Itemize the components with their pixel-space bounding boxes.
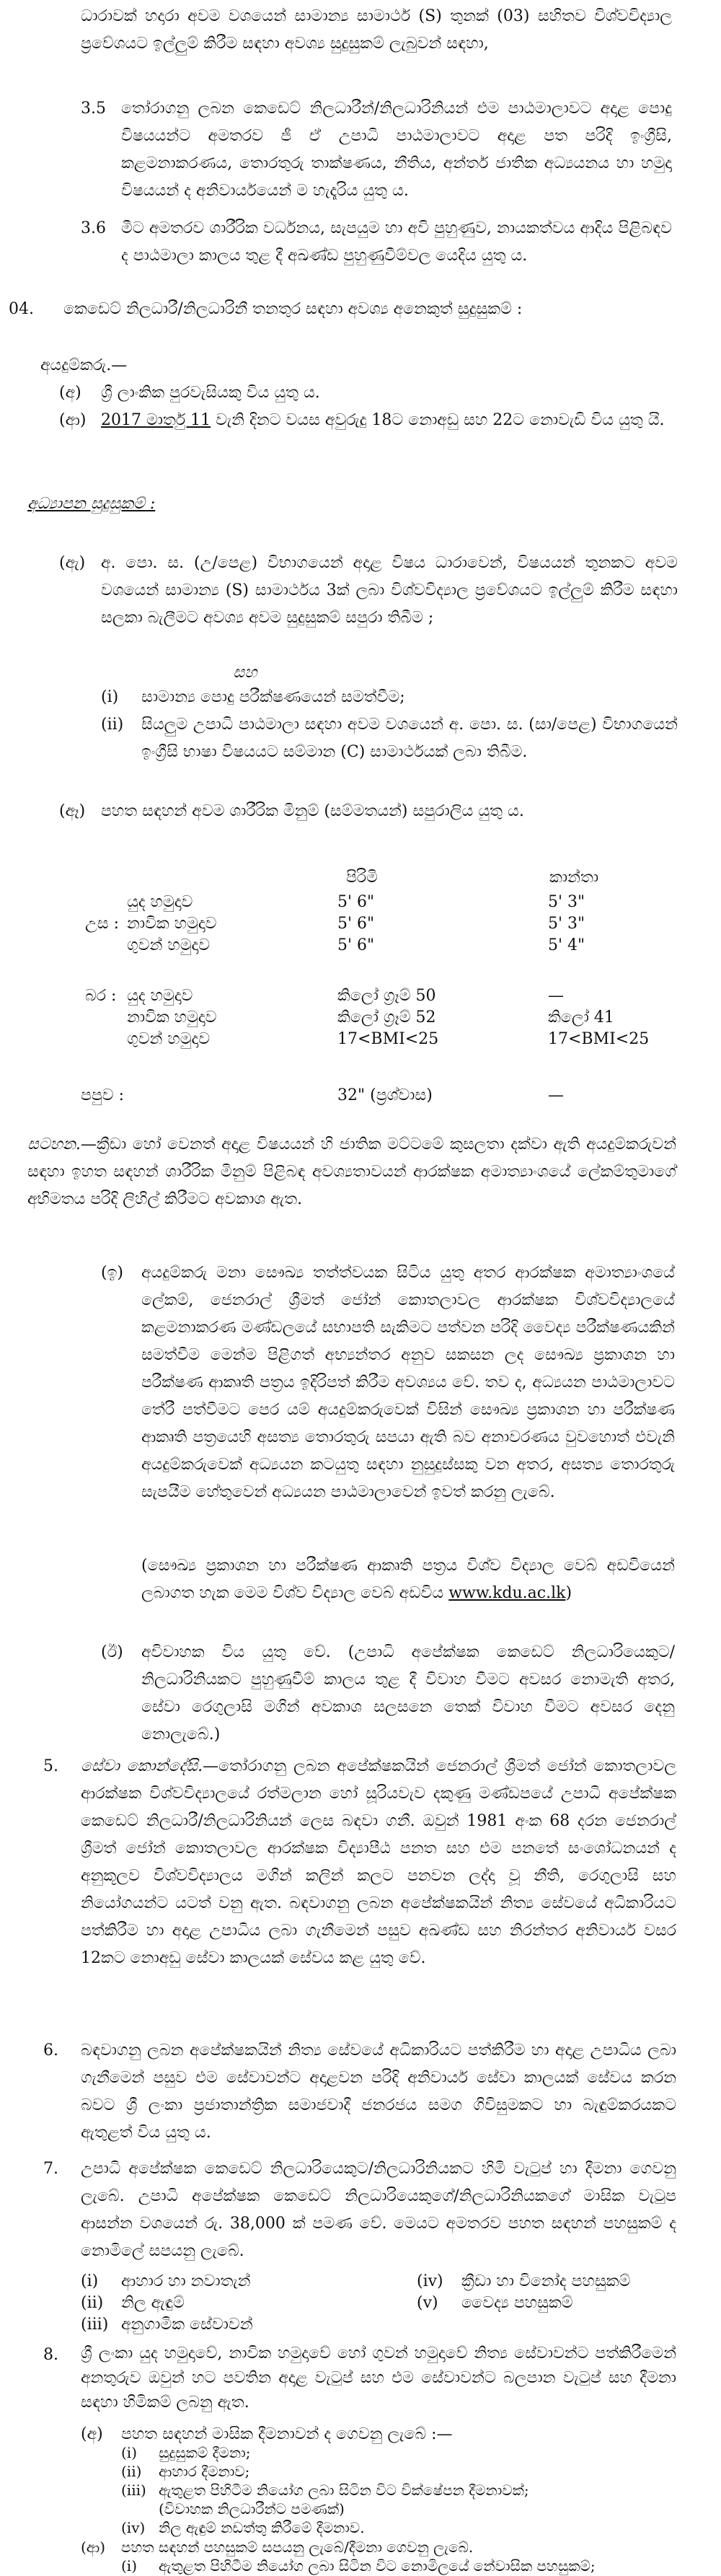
s7-item-4-text: ක්‍රීඩා හා විනෝද පහසුකම් — [461, 2272, 631, 2290]
s8a-text: පහත සඳහන් මාසික දීමනාවන් ද ගෙවනු ලැබේ :— — [121, 2425, 453, 2443]
height-label: උස : — [85, 915, 120, 933]
height-row-army-male: 5' 6" — [337, 893, 375, 911]
chest-female: — — [548, 1086, 564, 1104]
req-aa-mark: (ආ) — [59, 411, 87, 429]
col-male-header: පිරිමි — [346, 869, 379, 887]
age-requirement: වැනි දිනට වයස අවුරුදු 18ට නොඅඩු සහ 22ට නොවැඩි විය යුතු යි. — [216, 411, 665, 429]
e-mark: (ඉ) — [101, 1264, 123, 1282]
s7-item-2-text: නිල ඇඳුම් — [121, 2294, 185, 2312]
edu-i-mark: (i) — [101, 688, 119, 706]
section-7-number: 7. — [43, 2160, 58, 2178]
section-8-text: ශ්‍රී ලංකා යුද හමුදාවේ, නාවික හමුදාවේ හෝ ගුවන් හමුදාවේ නිත්‍ය සේවාවන්ට පත්කිරීමෙන් අනතුරුව ඔවුන් හට පවතින අදාළ වැටුප් සහ එම සේවාවන්ට බලපාන වැටුප් සහ දීමනා සඳහා හිමිකම් ලබනු ඇත. — [81, 2344, 676, 2412]
weight-row-army-female: — — [548, 987, 564, 1005]
s8a-item-3-mark: (iii) — [121, 2482, 146, 2499]
s8aa-item-1-mark: (i) — [121, 2557, 138, 2575]
section-6-text: බඳවාගනු ලබන අපේක්ෂකයින් නිත්‍ය සේවයේ අධිකාරියට පත්කිරීම හා අදාළ උපාධිය ලබා ගැනීමෙන් පසුව එම සේවාවන්ට අදාළවන පරිදි අනිවාර්ය සේවා කාලයක් සේවය කරන බවට ශ්‍රී ලංකා ප්‍රජාතාන්ත්‍රික සමාජවාදී ජනරජය සමග ගිවිසුමකට හා බැඳුම්කරයකට ඇතුළත් විය යුතු ය. — [81, 2041, 676, 2142]
height-row-navy-female: 5' 3" — [548, 915, 585, 933]
section-3-5-number: 3.5 — [81, 100, 106, 118]
weight-row-air-male: 17<BMI<25 — [337, 1030, 439, 1048]
note-paragraph — [27, 1131, 676, 1213]
applicant-heading: අයදුම්කරු.— — [40, 356, 128, 374]
s7-item-4-mark: (iv) — [417, 2272, 443, 2290]
s8a-item-4-mark: (iv) — [121, 2519, 146, 2536]
s8a-item-2-mark: (ii) — [121, 2463, 142, 2480]
section-3-6-text: මීට අමතරව ශාරීරික වර්ධනය, සැපයුම හා අවි පුහුණුව, නායකත්වය ආදිය පිළිබඳව ද පාඨමාලා කාලය තුළ දී අඛණ්ඩ පුහුණුවීම්වල යෙදිය යුතු ය. — [121, 219, 672, 265]
s8a-item-4-text: නිල ඇඳුම් නඩත්තු කිරීමේ දීමනාව. — [159, 2519, 365, 2536]
kdu-website-link[interactable]: www.kdu.ac.lk — [448, 1584, 566, 1602]
s7-item-3-text: අනුගාමික සේවාවන් — [121, 2316, 253, 2334]
e-text: අයදුම්කරු මනා සෞඛ්‍ය තත්ත්වයක සිටිය යුතු අතර ආරක්ෂක අමාත්‍යාංශයේ ලේකම්, ජෙනරාල් ශ්‍රීමත් ජෝන් කොතලාවල ආරක්ෂක විශ්වවිද්‍යාලයේ කළමනාකරණ මණ්ඩලයේ සභාපති සැකිමට පත්වන පරිදි වෛද්‍ය පරීක්ෂණයකින් සමත්වීම මෙන්ම පිළිගත් අභ්‍යන්තර අනුව සකසන ලද සෞඛ්‍ය ප්‍රකාශන හා පරීක්ෂණ ආකෘති පත්‍රය ඉදිරිපත් කිරීම අවශ්‍යය වේ. තව ද, අධ්‍යයන පාඨමාලාවට තේරී පත්වීමට පෙර යම් අයදුම්කරුවෙක් විසින් සෞඛ්‍ය ප්‍රකාශන හා පරීක්ෂණ ආකෘති පත්‍රයෙහි අසත්‍ය තොරතුරු සපයා ඇති බව අනාවරණය වුවහොත් එවැනි අයදුම්කරුවෙක් අධ්‍යයන කටයුතු සඳහා නුසුදුස්සකු වන අතර, අසත්‍ය තොරතුරු සැපයීම හේතුවෙන් අධ්‍යයන පාඨමාලාවෙන් ඉවත් කරනු ලැබේ. — [141, 1264, 675, 1501]
req-a-text: ශ්‍රී ලාංකික පුරවැසියකු විය යුතු ය. — [101, 384, 320, 402]
s8aa-text: පහත සඳහන් පහසුකම් සපයනු ලැබේ/දීමනා ගෙවනු ලැබේ. — [121, 2538, 474, 2556]
s7-item-1-text: ආහාර හා නවාතැන් — [121, 2272, 251, 2290]
s8aa-mark: (ආ) — [81, 2538, 106, 2556]
edu-a-text: අ. පො. ස. (උ/පෙළ) විභාගයෙන් අදාළ විෂය ධාරාවෙන්, විෂයයන් තුනකට අවම වශයෙන් සාමාන්‍ය (S) සාමාර්ථය 3ක් ලබා විශ්වවිද්‍යාල ප්‍රවේශයට ඉල්ලුම් කිරීම සඳහා සලකා බැලීමට අවශ්‍ය අවම සුදුසුකම් සපුරා තිබීම ; — [101, 554, 678, 627]
note-text: —ක්‍රීඩා හෝ වෙනත් අදාළ විෂයයන් හි ජාතික මට්ටමේ කුසලතා දක්වා ඇති අයදුම්කරුවන් සඳහා ඉහත සඳහන් ශාරීරික මිනුම් පිළිබඳ අවශ්‍යතාවයන් ආරක්ෂක අමාත්‍යාංශයේ ලේකම්තුමාගේ අභිමතය පරිදි ලිහිල් කිරීමට අවකාශ ඇත. — [27, 1135, 676, 1208]
section-04-number: 04. — [9, 300, 34, 318]
s7-item-3-mark: (iii) — [81, 2316, 109, 2334]
phys-mark: (ඈ) — [59, 802, 86, 820]
s8a-item-3-text: ඇතුළත පිහිටීම නියෝග ලබා සිටින විට වික්ෂේපන දීමනාවක්; — [159, 2482, 529, 2499]
s7-item-2-mark: (ii) — [81, 2294, 104, 2312]
s8a-item-1-text: සුදුසුකම් දීමනා; — [159, 2444, 251, 2461]
s8a-item-1-mark: (i) — [121, 2444, 138, 2461]
weight-row-air-arm: ගුවන් හමුදාව — [127, 1030, 211, 1048]
intro-paragraph: ධාරාවක් හදාරා අවම වශයෙන් සාමාන්‍ය සාමාර්ථ (S) තුනක් (03) සහිතව විශ්වවිද්‍යාල ප්‍රවේශයට ඉල්ලුම් කිරීම සඳහා අවශ්‍ය සුදුසුකම් ලැබුවන් සඳහා, — [81, 7, 672, 53]
s7-item-5-text: වෛද්‍ය පහසුකම් — [461, 2294, 573, 2312]
s8aa-item-1-text: ඇතුළත පිහිටීම නියෝග ලබා සිටින විට නොමිලයේ නේවාසික පහසුකම්; — [159, 2557, 596, 2575]
weight-row-navy-female: කිලෝ 41 — [548, 1008, 614, 1027]
s7-item-5-mark: (v) — [417, 2294, 438, 2312]
section-7-text: උපාධි අපේක්ෂක කෙඩෙට් නිලධාරියෙකුට/නිලධාරිනියකට හිමි වැටුප් හා දීමනා ගෙවනු ලැබේ. උපාධි අපේක්ෂක කෙඩෙට් නිලධාරියෙකුගේ/නිලධාරිනියකගේ මාසික වැටුප ආසන්න වශයෙන් රු. 38,000 ක් පමණ වේ. මෙයට අමතරව පහත සඳහන් පහසුකම් ද නොමිලේ සපයනු ලැබේ. — [81, 2160, 676, 2260]
edu-ii-text: සියලුම උපාධි පාඨමාලා සඳහා අවම වශයෙන් අ. පො. ස. (සා/පෙළ) විභාගයෙන් ඉංග්‍රීසි භාෂා විෂයයට සම්මාන (C) සාමාර්ථයක් ලබා තිබීම. — [141, 716, 678, 761]
weight-row-army-arm: යුද හමුදාව — [127, 987, 193, 1005]
weight-row-air-female: 17<BMI<25 — [548, 1030, 650, 1048]
weight-row-army-male: කිලෝ ග්‍රෑම් 50 — [337, 987, 436, 1005]
phys-text: පහත සඳහන් අවම ශාරීරික මිනුම් (සම්මතයන්) සපුරාලිය යුතු ය. — [101, 802, 524, 820]
chest-male: 32" (ප්‍රශ්වාස) — [337, 1086, 433, 1104]
e-web-note-close: ) — [565, 1584, 572, 1602]
req-aa-text — [101, 407, 678, 434]
chest-label: පපුව : — [81, 1086, 125, 1104]
s8a-item-3-continued: (විවාහක නිලධාරීන්ට පමණක්) — [159, 2500, 345, 2518]
section-3-5-text: තෝරාගනු ලබන කෙඩෙට් නිලධාරීන්/නිලධාරිනියන් එම පාඨමාලාවට අදාළ පොදු විෂයයන්ට අමතරව ජී ඒ උපාධි පාඨමාලාවට අදාළ පත පරිදි ඉංග්‍රීසි, කළමනාකරණය, තොරතුරු තාක්ෂණය, නීතිය, අන්තර් ජාතික අධ්‍යයනය හා හමුදා විෂයයන් ද අනිවාර්යයෙන් ම හැදෑරිය යුතු ය. — [121, 100, 672, 200]
edu-and: සහ — [233, 664, 257, 682]
section-3-6-number: 3.6 — [81, 219, 106, 237]
edu-a-mark: (ඇ) — [59, 554, 86, 572]
s8a-item-2-text: ආහාර දීමනාව; — [159, 2463, 250, 2480]
section-6-number: 6. — [43, 2041, 58, 2060]
edu-i-text: සාමාන්‍ය පොදු පරීක්ෂණයෙන් සමත්වීම; — [141, 688, 405, 706]
ee-text: අවිවාහක විය යුතු වේ. (උපාධි අපේක්ෂක කෙඩෙට් නිලධාරියෙකුට/නිලධාරිනියකට පුහුණුවීම් කාලය තුළ දී විවාහ වීමට අවසර නොමැති අතර, සේවා රෙගුලාසි මගින් අවකාශ සලසනෙ තෙක් විවාහ වීමට අවසර දෙනු නොලැබේ.) — [141, 1643, 675, 1744]
section-5-number: 5. — [43, 1757, 58, 1775]
height-row-air-female: 5' 4" — [548, 936, 585, 954]
s8a-mark: (අ) — [81, 2425, 103, 2443]
ee-mark: (ඊ) — [101, 1643, 123, 1661]
height-row-navy-arm: නාවික හමුදාව — [127, 915, 217, 933]
section-5-text: —තෝරාගනු ලබන අපේක්ෂකයින් ජෙනරාල් ශ්‍රීමත් ජෝන් කොතලාවල ආරක්ෂක විශ්වවිද්‍යාලයේ රත්මලාන හෝ සූරියවැව දකුණු මණ්ඩපයේ උපාධි අපේක්ෂක කෙඩෙට් නිලධාරී/නිලධාරිනියන් ලෙස බඳවා ගනී. ඔවුන් 1981 අංක 68 දරන ජෙනරාල් ශ්‍රීමත් ජෝන් කොතලාවල ආරක්ෂක විද්‍යාපීඨ පනත සහ එම පනතේ සංශෝධනයන් ද අනුකූලව විශ්වවිද්‍යාලය මගින් කලින් කලට පනවන ලද්දා වූ නීති, රෙගුලාසි සහ නියෝගයන්ට යටත් වනු ඇත. බඳවාගනු ලබන අපේක්ෂකයින් නිත්‍ය සේවයේ අධිකාරියට පත්කිරීම හා අදාළ උපාධිය ලබා ගැනීමෙන් පසුව අඛණ්ඩ සහ නිරන්තර අනිවාර්ය වසර 12කට නොඅඩු සේවා කාලයක් සේවය කළ යුතු වේ. — [81, 1757, 677, 1967]
height-row-air-arm: ගුවන් හමුදාව — [127, 936, 211, 954]
height-row-navy-male: 5' 6" — [337, 915, 375, 933]
note-label: සටහන. — [27, 1135, 81, 1153]
section-5-paragraph — [81, 1753, 676, 1972]
weight-row-navy-male: කිලෝ ග්‍රෑම් 52 — [337, 1008, 436, 1027]
height-row-army-female: 5' 3" — [548, 893, 585, 911]
section-8-number: 8. — [43, 2346, 58, 2364]
section-04-heading: කෙඩෙට් නිලධාරී/නිලධාරිනී තනතුර සඳහා අවශ්‍ය අනෙකුත් සුදුසුකම් : — [63, 300, 523, 318]
col-female-header: කාන්තා — [549, 869, 599, 887]
e-web-note-text: (සෞඛ්‍ය ප්‍රකාශන හා පරීක්ෂණ ආකෘති පත්‍රය විශ්ව විද්‍යාල වෙබ් අඩවියෙන් ලබාගත හැක මෙම විශ්ව විද්‍යාල වෙබ් අඩවිය — [141, 1557, 675, 1602]
weight-row-navy-arm: නාවික හමුදාව — [127, 1008, 217, 1027]
req-a-mark: (අ) — [59, 384, 81, 402]
education-heading: අධ්‍යාපන සුදුසුකම් : — [27, 495, 156, 513]
section-5-label: සේවා කොන්දේසි. — [81, 1757, 203, 1775]
weight-label: බර : — [85, 987, 117, 1005]
s7-item-1-mark: (i) — [81, 2272, 99, 2290]
edu-ii-mark: (ii) — [101, 716, 124, 734]
height-row-army-arm: යුද හමුදාව — [127, 893, 193, 911]
e-web-note — [141, 1552, 675, 1607]
cutoff-date: 2017 මාර්තු 11 — [101, 411, 211, 429]
height-row-air-male: 5' 6" — [337, 936, 375, 954]
